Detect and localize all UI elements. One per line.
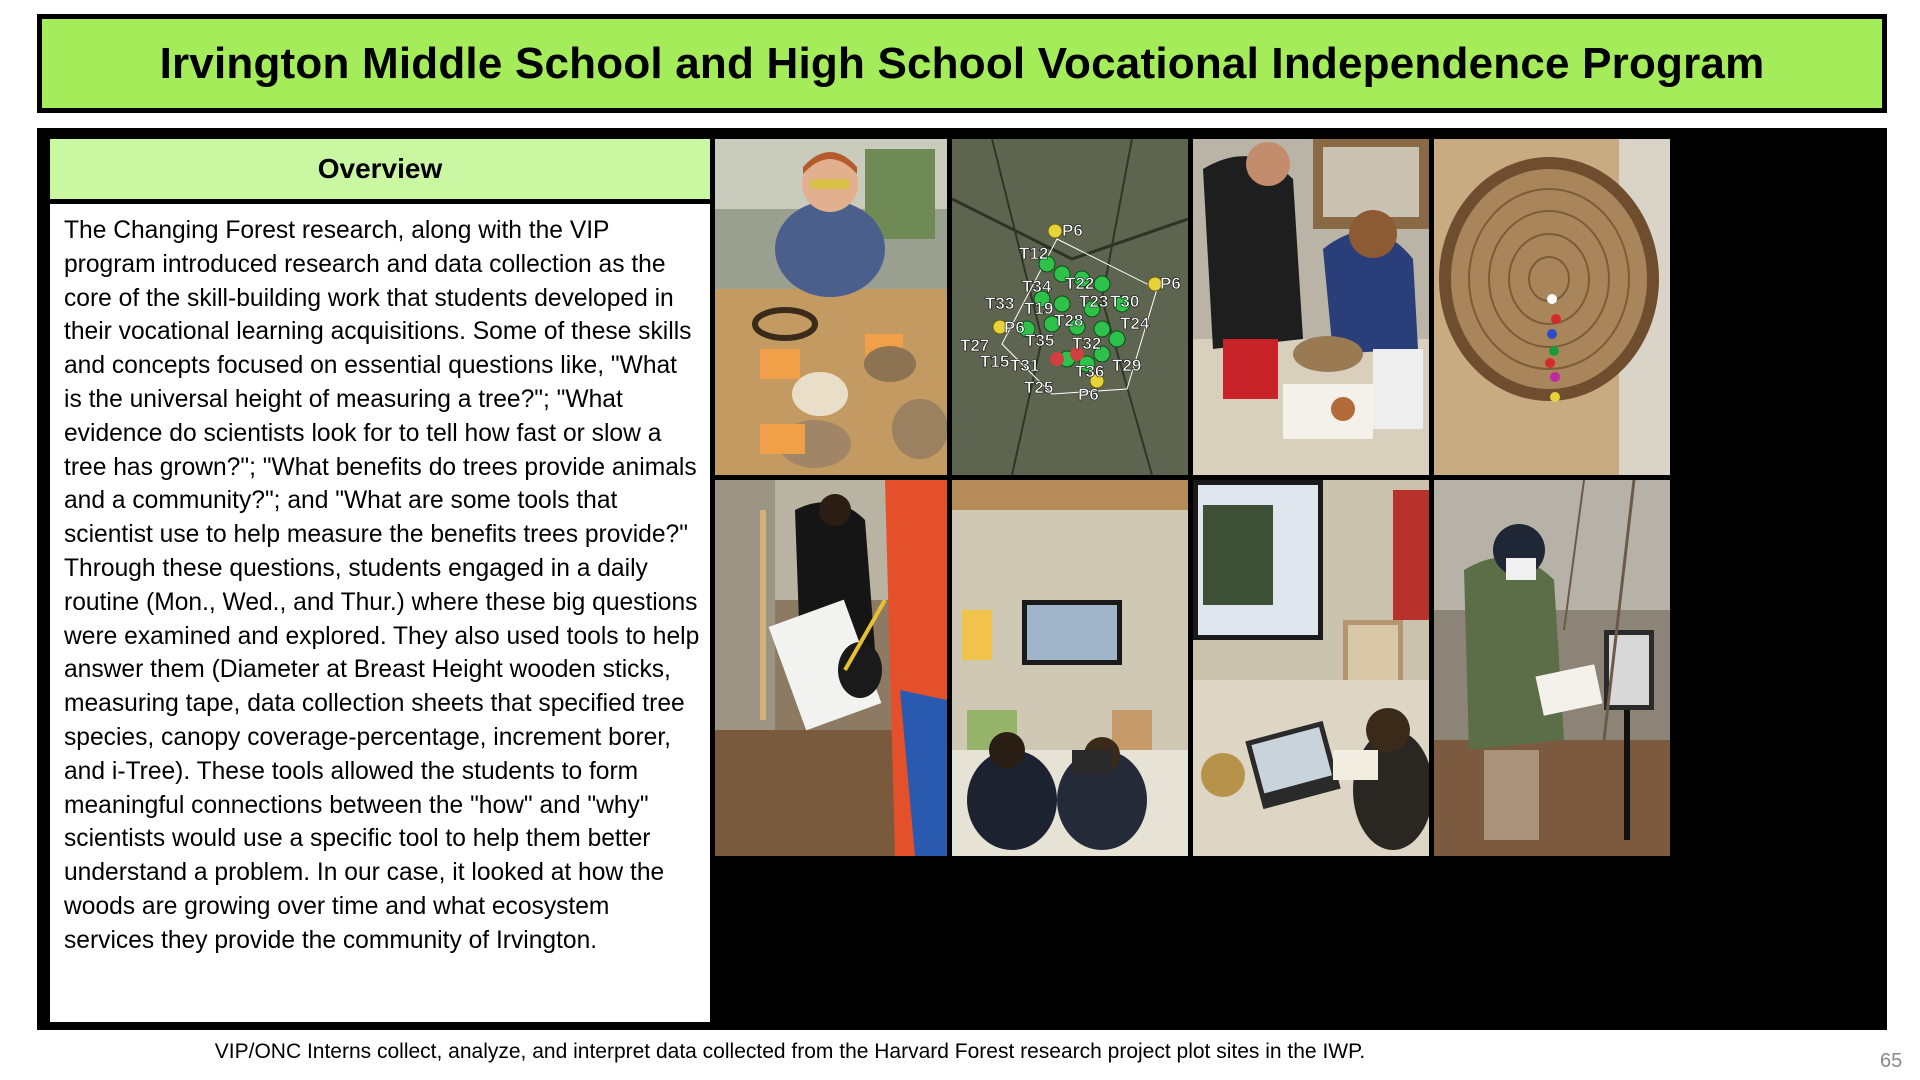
photo-student-clipboard-outdoors [1434,480,1670,856]
map-label-t28: T28 [1054,311,1084,330]
map-label-t15: T15 [980,352,1010,371]
title-banner [37,14,1887,113]
map-label-t31: T31 [1010,356,1040,375]
map-label-t34: T34 [1022,277,1052,296]
map-label-p6-west: P6 [1004,318,1025,337]
photo-student-tree-cookies [715,139,947,475]
overview-paragraph: The Changing Forest research, along with the VIP program introduced research and data collection as the core of the skill-building work that students developed in their vocational learning acquisitions. Some of these skills and concepts focused on essential questions like, "What is the universal height of measuring a tree?"; "What evidence do scientists look for to tell how fast or slow a tree has grown?"; "What benefits do trees provide animals and a community?"; and "What are some tools that scientist use to help measure the benefits trees provide?" Through these questions, students engaged in a daily routine (Mon., Wed., and Thur.) where these big questions were examined and explored. They also used tools to help answer them (Diameter at Breast Height wooden sticks, measuring tape, data collection sheets that specified tree species, canopy coverage-percentage, increment borer, and i-Tree). These tools allowed the students to form meaningful connections between the "how" and "why" scientists would use a specific tool to help them better understand a problem. In our case, it looked at how the woods are growing over time and what ecosystem services they provide the community of Irvington. [64,217,700,954]
map-label-t36: T36 [1075,362,1105,381]
map-label-t27: T27 [960,336,990,355]
photo-measuring-tree-outdoors [715,480,947,856]
map-label-t23: T23 [1079,292,1109,311]
page-number: 65 [1880,1050,1903,1072]
map-label-t19: T19 [1024,299,1054,318]
photo-students-examining-sample [1193,139,1429,475]
map-label-t29: T29 [1112,356,1142,375]
content-frame [37,128,1887,1030]
map-label-p6: P6 [1062,221,1083,240]
map-label-t12: T12 [1019,244,1049,263]
photo-student-laptop-analysis [1193,480,1429,856]
map-label-t33: T33 [985,294,1015,313]
map-label-t24: T24 [1120,314,1150,333]
map-label-t25: T25 [1024,378,1054,397]
slide-title: Irvington Middle School and High School Vocational Independence Program [159,38,1765,88]
photo-aerial-plot-map [952,139,1188,475]
slide-caption: VIP/ONC Interns collect, analyze, and interpret data collected from the Harvard Forest research project plot sites in the IWP. [214,1040,1366,1063]
photo-tree-ring-cross-section [1434,139,1670,475]
map-label-t35: T35 [1025,331,1055,350]
photo-classroom-presentation [952,480,1188,856]
map-label-t30: T30 [1110,292,1140,311]
map-label-p6-east: P6 [1160,274,1181,293]
map-label-t22: T22 [1065,274,1095,293]
map-label-p6-south: P6 [1078,385,1099,404]
overview-heading: Overview [317,153,443,184]
overview-header [50,139,710,199]
map-label-t32: T32 [1072,334,1102,353]
overview-text-box [50,204,710,1022]
